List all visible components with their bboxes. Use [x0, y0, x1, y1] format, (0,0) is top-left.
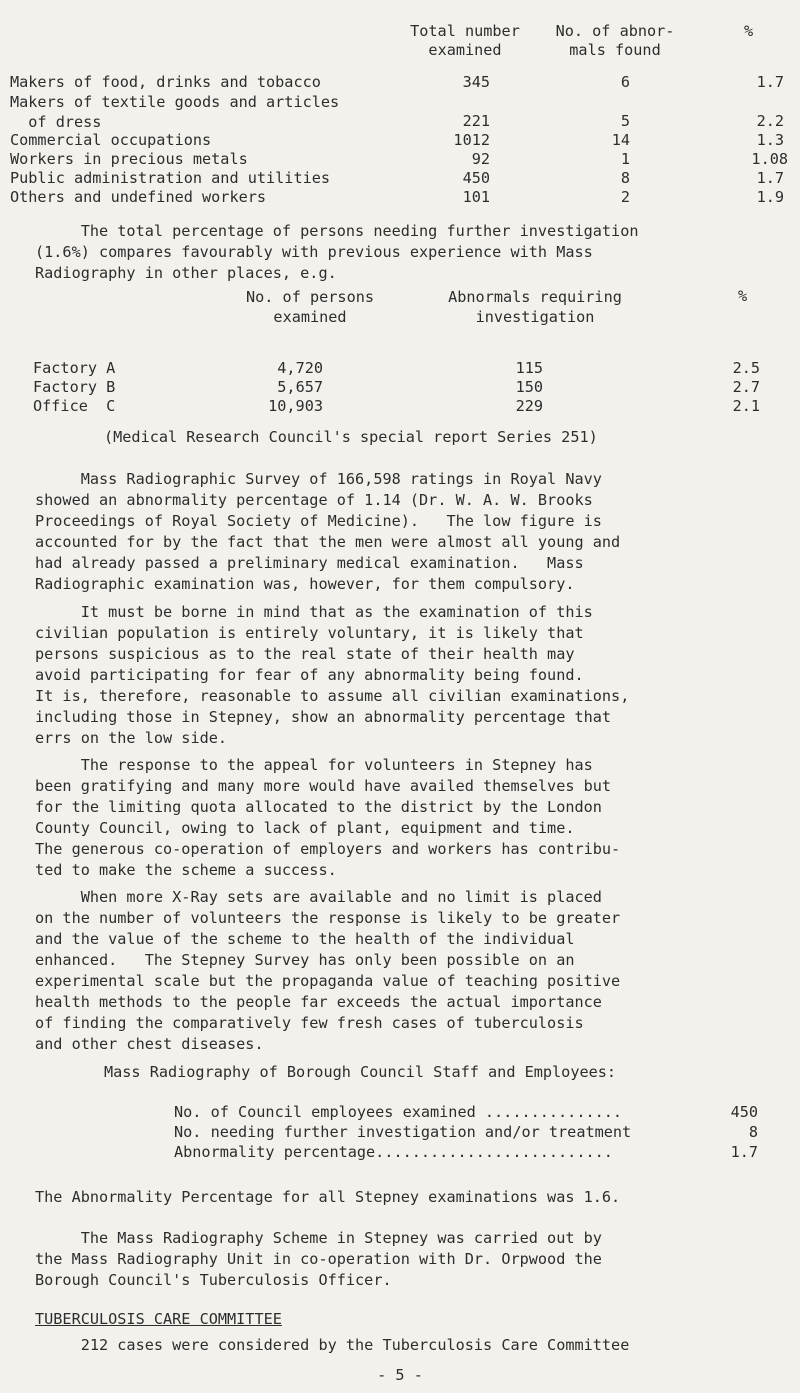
staff-heading: Mass Radiography of Borough Council Staff and Employees:: [104, 1063, 617, 1081]
staff-line-value: 1.7: [730, 1143, 758, 1161]
paragraph-scheme: The Mass Radiography Scheme in Stepney was carried out by the Mass Radiography Unit in co-operation with Dr. Orpwood the Borough Council's Tuberculosis Officer.: [35, 1229, 602, 1289]
row-pct: 1.08: [751, 150, 788, 168]
col-header-total: Total number examined: [410, 22, 520, 59]
col-header-abnormals-investigation: Abnormals requiring investigation: [448, 288, 622, 326]
row-total: 101: [462, 188, 490, 206]
paragraph-royal-navy: Mass Radiographic Survey of 166,598 ratings in Royal Navy showed an abnormality percentage of 1.14 (Dr. W. A. W. Brooks Proceedings of Royal Society of Medicine). The low figure is accounted for by the fact that the men were almost all young and had already passed a preliminary medical examination. Mass Radiographic examination was, however, for them compulsory.: [35, 470, 621, 593]
row-abnormals: 150: [515, 378, 543, 396]
row-pct: 1.7: [756, 73, 784, 91]
tb-committee-text: 212 cases were considered by the Tuberculosis Care Committee: [35, 1336, 630, 1354]
row-abnormals: 2: [620, 188, 630, 206]
row-label: Others and undefined workers: [10, 188, 267, 206]
staff-line-label: Abnormality percentage..........................: [174, 1143, 613, 1161]
row-abnormals: 6: [620, 73, 630, 91]
row-pct: 2.2: [756, 112, 784, 130]
staff-line-value: 450: [730, 1103, 758, 1121]
paragraph-voluntary: It must be borne in mind that as the examination of this civilian population is entirely voluntary, it is likely that persons suspicious as to the real state of their health may avoid participating for fear of any abnormality being found. It is, therefore, reasonable to assume all civilian examinations, including those in Stepney, show an abnormality percentage that errs on the low side.: [35, 603, 630, 747]
paragraph-total-percentage: The total percentage of persons needing further investigation (1.6%) compares favourably with previous experience with Mass Radiography in other places, e.g.: [35, 222, 639, 282]
row-abnormals: 14: [611, 131, 630, 149]
col-header-abnormals: No. of abnor- mals found: [555, 22, 675, 59]
row-label: Makers of food, drinks and tobacco: [10, 73, 321, 91]
row-total: 221: [462, 112, 490, 130]
staff-line-label: No. of Council employees examined ...............: [174, 1103, 623, 1121]
row-pct: 1.9: [756, 188, 784, 206]
row-total: 450: [462, 169, 490, 187]
row-abnormals: 115: [515, 359, 543, 377]
row-pct: 2.7: [732, 378, 760, 396]
overall-percentage-line: The Abnormality Percentage for all Stepney examinations was 1.6.: [35, 1188, 621, 1206]
row-total: 345: [462, 73, 490, 91]
row-label: Commercial occupations: [10, 131, 212, 149]
section-heading-tb-committee: TUBERCULOSIS CARE COMMITTEE: [35, 1310, 282, 1328]
row-examined: 10,903: [268, 397, 323, 415]
row-examined: 4,720: [277, 359, 323, 377]
row-pct: 2.5: [732, 359, 760, 377]
row-pct: 1.3: [756, 131, 784, 149]
page-number: - 5 -: [377, 1366, 423, 1384]
source-citation: (Medical Research Council's special report Series 251): [104, 428, 598, 446]
col-header-pct: %: [744, 22, 754, 40]
row-pct: 1.7: [756, 169, 784, 187]
row-pct: 2.1: [732, 397, 760, 415]
row-abnormals: 5: [620, 112, 630, 130]
row-label: Public administration and utilities: [10, 169, 331, 187]
paragraph-xray-sets: When more X-Ray sets are available and no limit is placed on the number of volunteers the response is likely to be greater and the value of the scheme to the health of the individual enhanced. The Stepney Survey has only been possible on an experimental scale but the propaganda value of teaching positive health methods to the people far exceeds the actual importance of finding the comparatively few fresh cases of tuberculosis and other chest diseases.: [35, 888, 621, 1053]
row-label: Factory A: [33, 359, 116, 377]
staff-line-label: No. needing further investigation and/or treatment: [174, 1123, 632, 1141]
row-label: Office C: [33, 397, 116, 415]
row-total: 1012: [453, 131, 490, 149]
row-label: Factory B: [33, 378, 116, 396]
row-label: Workers in precious metals: [10, 150, 248, 168]
row-abnormals: 229: [515, 397, 543, 415]
col-header-persons-examined: No. of persons examined: [245, 288, 374, 326]
paragraph-response: The response to the appeal for volunteers in Stepney has been gratifying and many more would have availed themselves but for the limiting quota allocated to the district by the London County Council, owing to lack of plant, equipment and time. The generous co-operation of employers and workers has contribu- ted to make the scheme a success.: [35, 756, 621, 879]
row-abnormals: 8: [620, 169, 630, 187]
row-label: Makers of textile goods and articles of dress: [10, 93, 340, 131]
row-abnormals: 1: [620, 150, 630, 168]
row-examined: 5,657: [277, 378, 323, 396]
col-header-pct-2: %: [738, 287, 748, 305]
staff-line-value: 8: [748, 1123, 758, 1141]
row-total: 92: [471, 150, 490, 168]
